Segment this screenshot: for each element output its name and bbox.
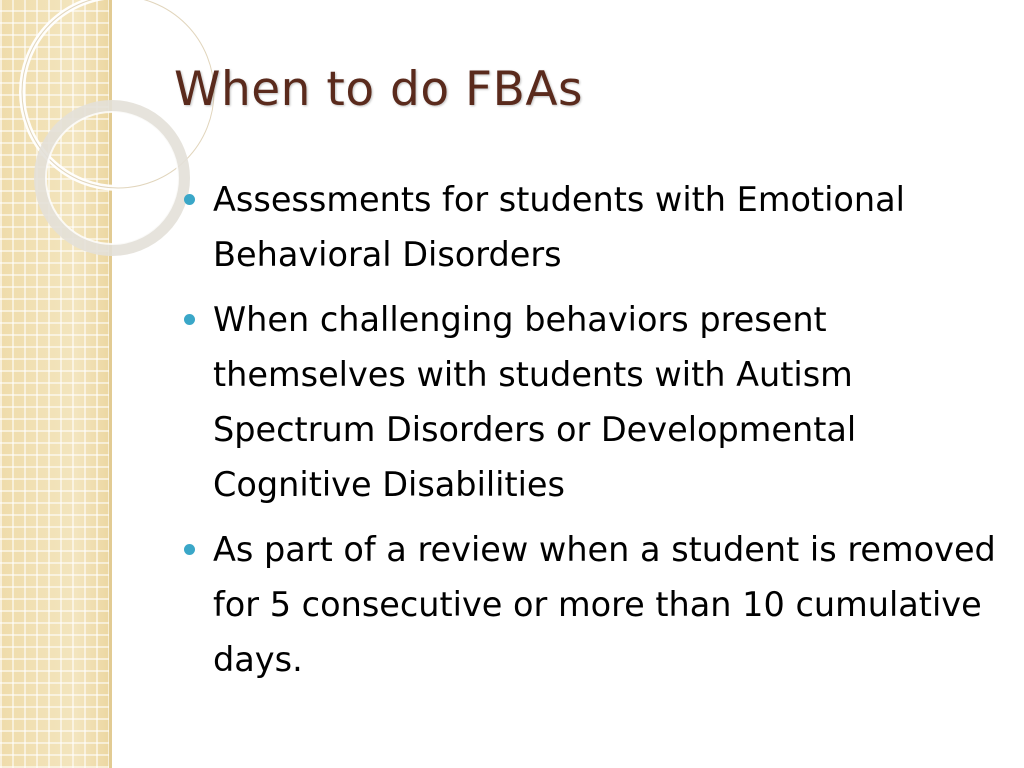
bullet-marker-icon xyxy=(184,194,195,205)
bullet-text: When challenging behaviors present themselves with students with Autism Spectrum Disorders or Developmental Cognitive Disabilities xyxy=(213,300,857,504)
bullet-item-removal-review xyxy=(182,522,1002,687)
slide-title: When to do FBAs xyxy=(174,62,583,117)
bullet-item-challenging-behaviors xyxy=(182,292,1002,512)
decorative-side-strip xyxy=(0,0,112,768)
bullet-text: As part of a review when a student is removed for 5 consecutive or more than 10 cumulative days. xyxy=(213,530,996,679)
bullet-marker-icon xyxy=(184,544,195,555)
bullet-item-ebd-assessments xyxy=(182,172,1002,282)
bullet-marker-icon xyxy=(184,314,195,325)
bullet-list xyxy=(182,172,1002,697)
bullet-text: Assessments for students with Emotional Behavioral Disorders xyxy=(213,180,905,274)
